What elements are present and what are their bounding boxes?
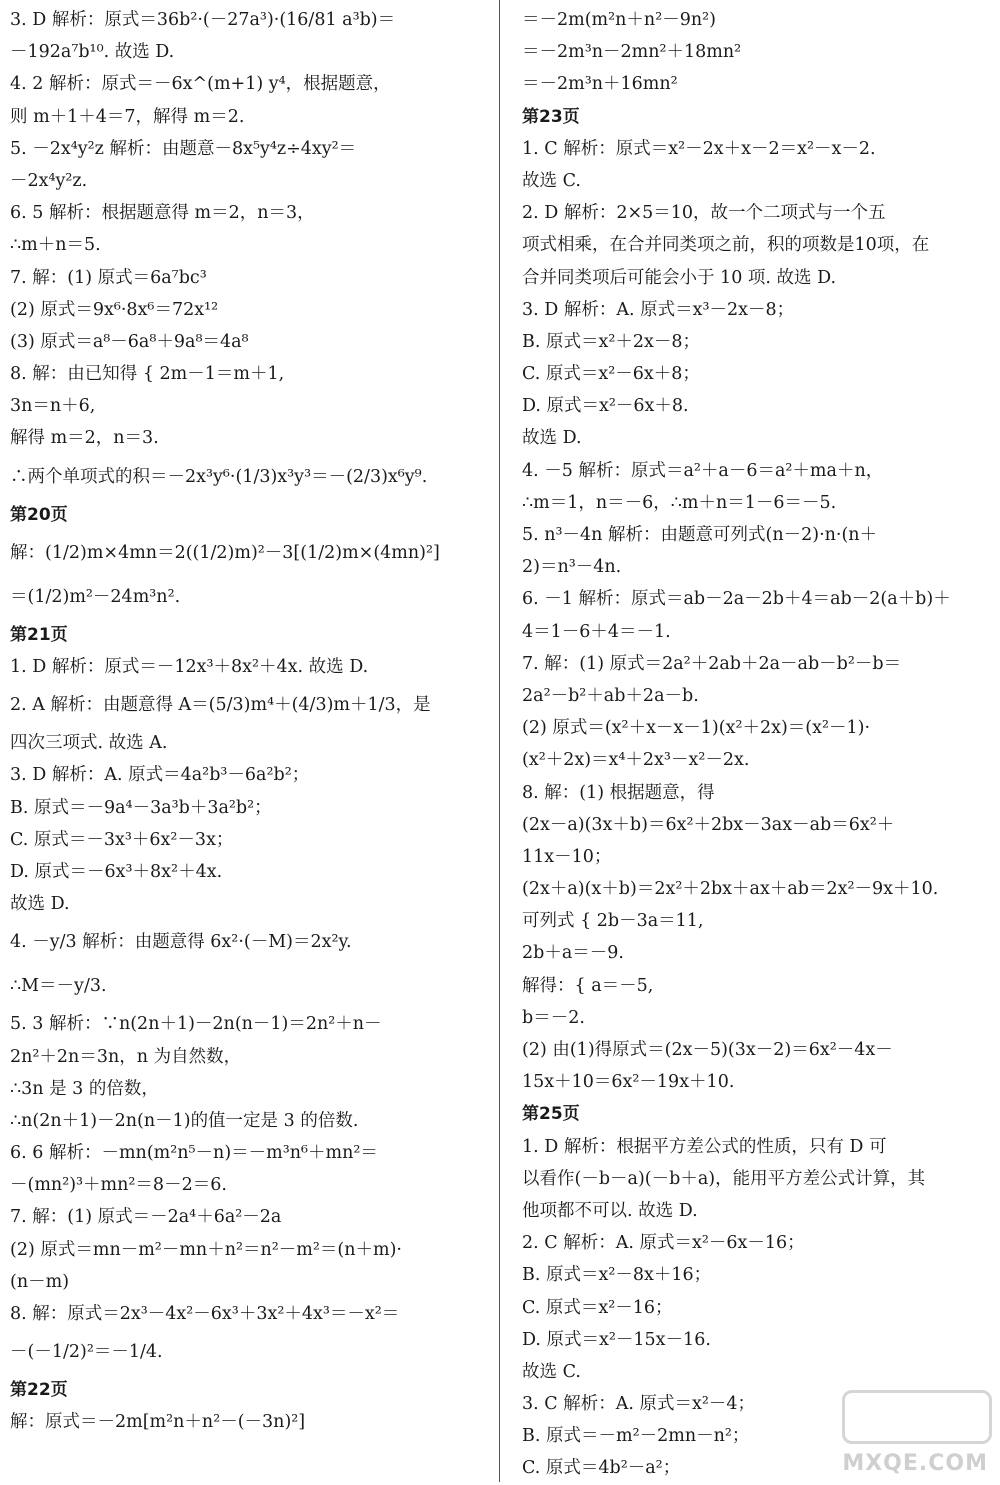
answer-line: 2b＋a＝－9. [522,943,624,964]
answer-line: －192a⁷b¹⁰. 故选 D. [10,42,175,63]
answer-line: 3. C 解析：A. 原式＝x²－4； [522,1394,755,1415]
answer-line: 解：(1/2)m×4mn＝2((1/2)m)²－3[(1/2)m×(4mn)²] [10,542,440,563]
answer-line: －(mn²)³＋mn²＝8－2＝6. [10,1175,227,1196]
answer-line: 2. D 解析：2×5＝10，故一个二项式与一个五 [522,203,886,224]
answer-line: 2)＝n³－4n. [522,557,622,578]
right-column [510,0,1000,1482]
answer-line: ＝－2m(m²n＋n²－9n²) [522,10,716,30]
watermark-badge-icon [842,1390,992,1444]
answer-line: －(－1/2)²＝－1/4. [10,1342,163,1363]
page-heading: 第20页 [10,504,68,525]
page-heading: 第23页 [522,106,580,127]
answer-line: 6. 5 解析：根据题意得 m＝2，n＝3， [10,203,315,224]
answer-line: (2) 由(1)得原式＝(2x－5)(3x－2)＝6x²－4x－ [522,1040,893,1060]
answer-line: 四次三项式. 故选 A. [10,733,168,754]
answer-line: 可列式 { 2b－3a＝11, [522,911,704,932]
answer-line: 解得：{ a＝－5, [522,975,654,996]
answer-line: b＝－2. [522,1007,585,1028]
answer-line: (2x－a)(3x＋b)＝6x²＋2bx－3ax－ab＝6x²＋ [522,814,895,835]
answer-line: 2n²＋2n＝3n，n 为自然数， [10,1046,242,1067]
answer-line: 7. 解：(1) 原式＝－2a⁴＋6a²－2a [10,1207,282,1228]
answer-line: 7. 解：(1) 原式＝6a⁷bc³ [10,267,207,288]
answer-line: 4＝1－6＋4＝－1. [522,621,671,642]
answer-line: ＝－2m³n－2mn²＋18mn² [522,42,742,63]
answer-line: 4. 2 解析：原式＝－6x^(m+1) y⁴，根据题意， [10,74,391,95]
answer-line: (n－m) [10,1271,70,1292]
answer-line: C. 原式＝x²－16； [522,1297,673,1318]
answer-line: 8. 解：(1) 根据题意，得 [522,782,715,803]
watermark-logo [842,1390,992,1476]
answer-line: C. 原式＝4b²－a²； [522,1458,681,1479]
answer-line: 以看作(－b－a)(－b＋a)，能用平方差公式计算，其 [522,1168,926,1189]
page-heading: 第22页 [10,1380,68,1401]
answer-line: C. 原式＝－3x³＋6x²－3x； [10,829,234,850]
answer-line: ∴m＝1，n＝－6，∴m＋n＝1－6＝－5. [522,492,837,513]
answer-line: 3. D 解析：A. 原式＝x³－2x－8； [522,299,795,320]
answer-line: 7. 解：(1) 原式＝2a²＋2ab＋2a－ab－b²－b＝ [522,653,902,674]
answer-line: B. 原式＝x²－8x＋16； [522,1265,712,1286]
answer-line: 8. 解：由已知得 { 2m－1＝m＋1, [10,364,285,385]
answer-line: 5. 3 解析：∵n(2n＋1)－2n(n－1)＝2n²＋n－ [10,1014,382,1035]
answer-line: 故选 C. [522,1361,581,1382]
answer-line: 8. 解：原式＝2x³－4x²－6x³＋3x²＋4x³＝－x²＝ [10,1304,400,1324]
answer-line: 3. D 解析：原式＝36b²·(－27a³)·(16/81 a³b)＝ [10,10,396,30]
answer-line: 合并同类项后可能会小于 10 项. 故选 D. [522,267,837,288]
answer-line: 他项都不可以. 故选 D. [522,1200,698,1221]
answer-line: 2. C 解析：A. 原式＝x²－6x－16； [522,1233,805,1254]
answer-line: (2) 原式＝mn－m²－mn＋n²＝n²－m²＝(n＋m)· [10,1239,402,1260]
answer-line: ∴n(2n＋1)－2n(n－1)的值一定是 3 的倍数. [10,1110,359,1131]
answer-line: 解：原式＝－2m[m²n＋n²－(－3n)²] [10,1412,306,1433]
answer-line: B. 原式＝x²＋2x－8； [522,331,701,352]
answer-line: 故选 D. [10,894,70,915]
answer-line: 解得 m＝2，n＝3. [10,428,159,449]
answer-line: 2a²－b²＋ab＋2a－b. [522,685,699,706]
answer-line: B. 原式＝－9a⁴－3a³b＋3a²b²； [10,797,272,818]
answer-line: (3) 原式＝a⁸－6a⁸＋9a⁸＝4a⁸ [10,331,249,352]
answer-line: 项式相乘，在合并同类项之前，积的项数是10项，在 [522,235,930,256]
answer-line: 2. A 解析：由题意得 A＝(5/3)m⁴＋(4/3)m＋1/3，是 [10,695,431,716]
answer-line: 故选 D. [522,428,582,449]
page-heading: 第25页 [522,1104,580,1125]
answer-line: 15x＋10＝6x²－19x＋10. [522,1072,735,1093]
answer-line: －2x⁴y²z. [10,170,88,191]
answer-line: D. 原式＝－6x³＋8x²＋4x. [10,861,223,882]
answer-line: 11x－10； [522,846,612,867]
column-divider [499,0,500,1482]
page-heading: 第21页 [10,624,68,645]
answer-line: 则 m＋1＋4＝7，解得 m＝2. [10,106,245,127]
answer-line: 6. －1 解析：原式＝ab－2a－2b＋4＝ab－2(a＋b)＋ [522,589,951,610]
answer-line: C. 原式＝x²－6x＋8； [522,364,700,385]
answer-line: (x²＋2x)＝x⁴＋2x³－x²－2x. [522,750,750,771]
answer-line: 4. －y/3 解析：由题意得 6x²·(－M)＝2x²y. [10,932,352,953]
answer-line: (2x＋a)(x＋b)＝2x²＋2bx＋ax＋ab＝2x²－9x＋10. [522,879,939,900]
answer-line: ∴M＝－y/3. [10,976,107,997]
left-column [0,0,490,1482]
answer-line: 3. D 解析：A. 原式＝4a²b³－6a²b²； [10,765,310,786]
answer-line: D. 原式＝x²－6x＋8. [522,396,689,417]
answer-line: ∴3n 是 3 的倍数， [10,1078,159,1099]
answer-line: 1. C 解析：原式＝x²－2x＋x－2＝x²－x－2. [522,138,876,159]
answer-line: B. 原式＝－m²－2mn－n²； [522,1426,750,1447]
answer-line: ∴两个单项式的积＝－2x³y⁶·(1/3)x³y³＝－(2/3)x⁶y⁹. [10,466,428,487]
answer-line: (2) 原式＝9x⁶·8x⁶＝72x¹² [10,299,219,320]
answer-line: (2) 原式＝(x²＋x－x－1)(x²＋2x)＝(x²－1)· [522,718,871,739]
answer-line: ＝－2m³n＋16mn² [522,74,678,95]
answer-line: ∴m＋n＝5. [10,235,101,256]
answer-line: 1. D 解析：根据平方差公式的性质，只有 D 可 [522,1136,887,1157]
answer-line: 6. 6 解析：－mn(m²n⁵－n)＝－m³n⁶＋mn²＝ [10,1143,378,1164]
answer-line: 5. －2x⁴y²z 解析：由题意－8x⁵y⁴z÷4xy²＝ [10,138,357,159]
answer-line: 4. －5 解析：原式＝a²＋a－6＝a²＋ma＋n， [522,460,884,481]
answer-line: 5. n³－4n 解析：由题意可列式(n－2)·n·(n＋ [522,525,878,545]
answer-line: 3n＝n＋6, [10,396,96,417]
answer-line: D. 原式＝x²－15x－16. [522,1329,711,1350]
answer-line: 故选 C. [522,170,581,191]
answer-line: 1. D 解析：原式＝－12x³＋8x²＋4x. 故选 D. [10,657,369,677]
watermark-text: MXQE.COM [842,1451,988,1476]
answer-line: ＝(1/2)m²－24m³n². [10,586,181,607]
